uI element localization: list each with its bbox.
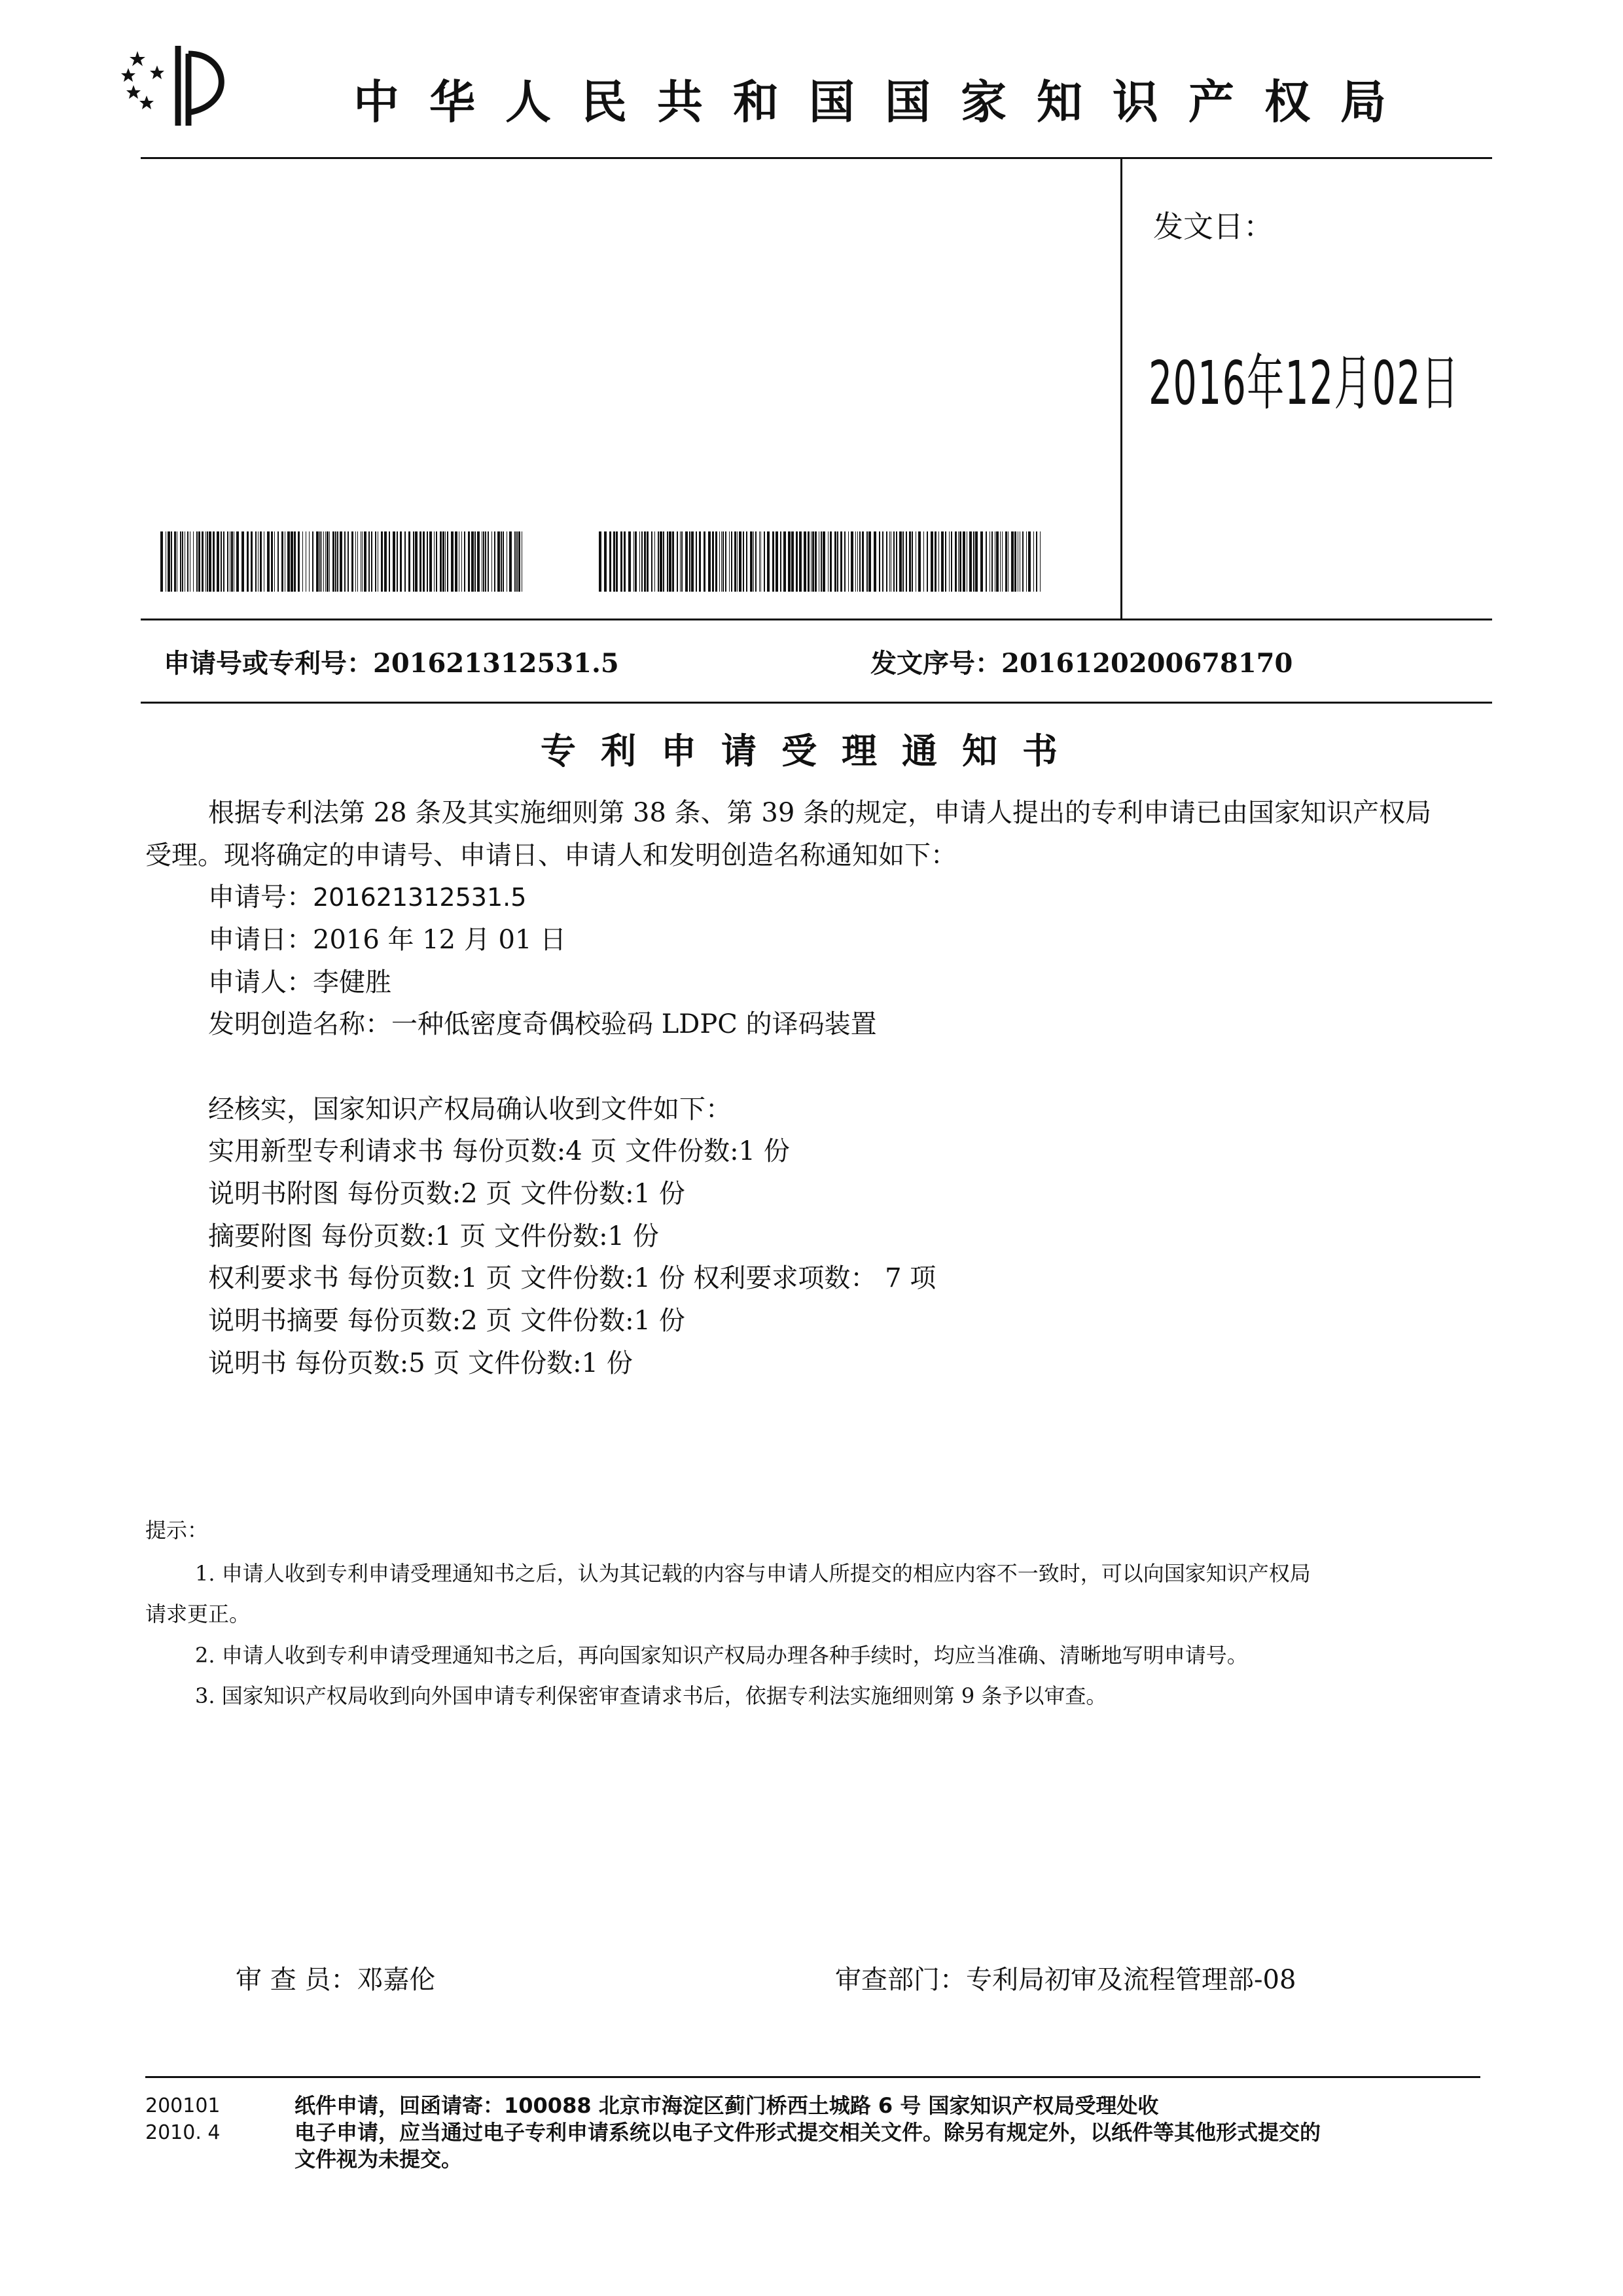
tip-item: 1. 申请人收到专利申请受理通知书之后，认为其记载的内容与申请人所提交的相应内容不一致时，可以向国家知识产权局	[195, 1561, 1311, 1586]
tip-item: 2. 申请人收到专利申请受理通知书之后，再向国家知识产权局办理各种手续时，均应当准确、清晰地写明申请号。	[195, 1643, 1248, 1668]
field-application-number	[208, 884, 526, 910]
tip-item: 3. 国家知识产权局收到向外国申请专利保密审查请求书后，依据专利法实施细则第 9 条予以审查。	[195, 1683, 1107, 1708]
file-item: 摘要附图 每份页数:1 页 文件份数:1 份	[208, 1221, 659, 1251]
barcode-right	[599, 531, 1041, 592]
field-value: 2016 年 12 月 01 日	[313, 925, 567, 955]
field-label: 申请人：	[208, 967, 313, 997]
file-item: 说明书摘要 每份页数:2 页 文件份数:1 份	[208, 1306, 685, 1336]
tips-heading: 提示：	[145, 1518, 209, 1543]
field-label: 申请号：	[208, 882, 313, 912]
files-intro: 经核实，国家知识产权局确认收到文件如下：	[208, 1094, 732, 1124]
notice-title: 专利申请受理通知书	[541, 730, 1082, 772]
file-item: 说明书附图 每份页数:2 页 文件份数:1 份	[208, 1179, 685, 1209]
serial-number-row	[870, 643, 1293, 680]
file-item: 说明书 每份页数:5 页 文件份数:1 份	[208, 1348, 633, 1378]
intro-line-2: 受理。现将确定的申请号、申请日、申请人和发明创造名称通知如下：	[145, 840, 957, 870]
form-code: 200101	[145, 2094, 221, 2117]
footer-electronic-notice-cont: 文件视为未提交。	[294, 2147, 463, 2172]
field-value: 201621312531.5	[313, 883, 527, 912]
sipo-logo	[118, 39, 249, 131]
file-item: 实用新型专利请求书 每份页数:4 页 文件份数:1 份	[208, 1136, 790, 1166]
serial-number-label: 发文序号：	[870, 648, 1001, 679]
field-value: 李健胜	[313, 967, 391, 997]
serial-number-value: 2016120200678170	[1001, 648, 1293, 679]
issue-date-label: 发文日：	[1153, 209, 1274, 244]
file-item: 权利要求书 每份页数:1 页 文件份数:1 份 权利要求项数： 7 项	[208, 1263, 936, 1293]
form-version: 2010. 4	[145, 2121, 221, 2144]
examination-department: 审查部门：专利局初审及流程管理部-08	[835, 1965, 1296, 1995]
header-rule	[141, 157, 1492, 159]
tip-item: 请求更正。	[145, 1602, 251, 1626]
field-label: 申请日：	[208, 925, 313, 955]
application-number-label: 申请号或专利号：	[164, 648, 373, 679]
field-value: 一种低密度奇偶校验码 LDPC 的译码装置	[391, 1009, 877, 1039]
intro-line-1: 根据专利法第 28 条及其实施细则第 38 条、第 39 条的规定，申请人提出的专利申请已由国家知识产权局	[208, 798, 1431, 828]
star-icon	[121, 51, 164, 109]
field-application-date	[208, 927, 566, 953]
id-row-rule	[141, 702, 1492, 704]
issue-date-value: 2016年12月02日	[1149, 348, 1460, 418]
field-applicant	[208, 969, 391, 996]
footer-rule	[145, 2076, 1480, 2078]
examiner: 审 查 员：邓嘉伦	[236, 1965, 436, 1995]
p-emblem-icon	[178, 46, 221, 126]
date-box-divider	[1120, 157, 1122, 620]
footer-mail-notice: 纸件申请，回函请寄：100088 北京市海淀区蓟门桥西土城路 6 号 国家知识产权局受理处收	[294, 2093, 1159, 2118]
application-number-value: 201621312531.5	[373, 648, 619, 679]
barcode-left	[160, 531, 524, 592]
field-label: 发明创造名称：	[208, 1009, 391, 1039]
application-number-row	[164, 643, 619, 680]
footer-electronic-notice: 电子申请，应当通过电子专利申请系统以电子文件形式提交相关文件。除另有规定外，以纸件等其他形式提交的	[294, 2120, 1321, 2145]
barcode-area-rule	[141, 619, 1492, 620]
field-invention-name	[208, 1011, 877, 1037]
org-name: 中华人民共和国国家知识产权局	[353, 75, 1416, 129]
